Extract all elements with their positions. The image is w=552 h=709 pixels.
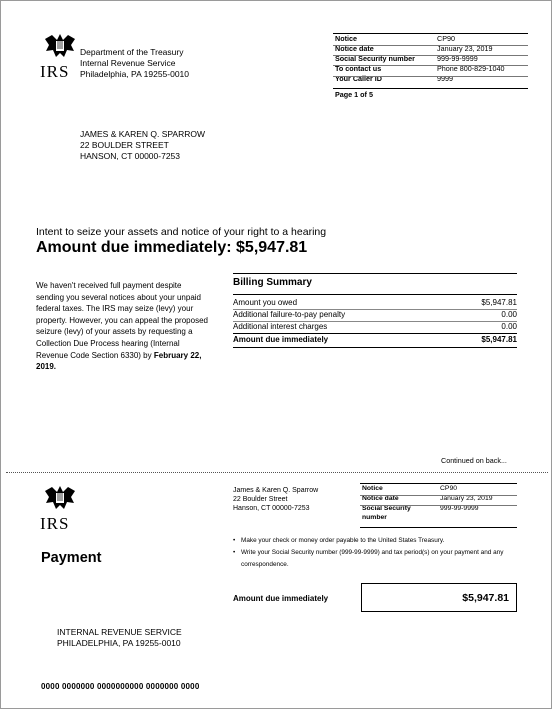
notice-row [360,504,495,522]
agency-line: Internal Revenue Service [80,58,176,68]
notice-value: January 23, 2019 [437,44,493,53]
irs-logo [40,33,82,80]
tear-line [6,472,548,473]
notice-label: To contact us [335,64,382,73]
divider [333,76,528,77]
payer-line: 22 Boulder Street [233,496,288,503]
billing-row [233,309,517,321]
amount-due-heading: Amount due immediately: $5,947.81 [36,239,308,256]
divider [333,65,528,66]
billing-total-row [233,334,517,346]
page-number: Page 1 of 5 [335,90,373,99]
notice-label: Notice date [362,495,399,502]
notice-row [360,484,495,494]
notice-label: Notice [362,485,383,492]
divider [333,55,528,56]
billing-row-value: 0.00 [501,322,517,331]
mailing-line: INTERNAL REVENUE SERVICE [57,627,182,637]
logo-wordmark: IRS [40,62,70,81]
billing-row [233,297,517,309]
divider [233,294,517,295]
billing-summary-title: Billing Summary [233,277,312,288]
notice-label: Your Caller ID [335,74,382,83]
eagle-emblem-icon [43,485,77,511]
agency-line: Philadelphia, PA 19255-0010 [80,69,190,79]
collection-paragraph [36,280,211,373]
notice-subtitle: Intent to seize your assets and notice of your right to a hearing [36,226,327,238]
instruction-text: Write your Social Security number (999-99-9999) and tax period(s) on your payment and any correspondence. [241,549,504,568]
stub-amount-label: Amount due immediately [233,594,329,603]
stub-notice-table [360,484,495,522]
irs-logo [40,485,82,532]
agency-line: Department of the Treasury [80,47,184,57]
instruction-item [233,535,523,547]
divider [360,527,517,528]
payment-instructions [233,535,523,571]
recipient-line: 22 BOULDER STREET [80,140,169,150]
billing-row-value: $5,947.81 [481,298,517,307]
continued-note: Continued on back... [441,456,507,465]
instruction-item [233,547,523,571]
recipient-address [80,129,205,162]
notice-value: 9999 [437,74,453,83]
billing-row [233,321,517,333]
eagle-emblem-icon [43,33,77,59]
divider [333,88,528,89]
billing-row-label: Additional failure-to-pay penalty [233,310,346,319]
notice-value: 999-99-9999 [437,54,478,63]
billing-row-value: $5,947.81 [481,335,517,344]
recipient-line: JAMES & KAREN Q. SPARROW [80,129,206,139]
agency-address [80,47,189,80]
notice-value: 999-99-9999 [440,505,479,512]
bullet-icon: • [233,549,236,556]
notice-label: Notice [335,34,357,43]
notice-value: January 23, 2019 [440,495,493,502]
mailing-address [57,627,182,649]
notice-label: Social Security number [362,505,411,521]
mailing-line: PHILADELPHIA, PA 19255-0010 [57,638,181,648]
payer-line: James & Karen Q. Sparrow [233,487,319,494]
notice-value: CP90 [440,485,458,492]
payer-line: Hanson, CT 00000-7253 [233,505,310,512]
divider [233,347,517,348]
amount-enclosed-box [361,583,517,612]
bullet-icon: • [233,537,236,544]
stub-amount-value: $5,947.81 [462,592,509,604]
logo-wordmark: IRS [40,514,70,533]
divider [233,273,517,274]
billing-row-label: Amount due immediately [233,335,329,344]
payer-address [233,486,318,513]
divider [360,495,517,496]
billing-row-value: 0.00 [501,310,517,319]
divider [360,505,517,506]
notice-value: CP90 [437,34,455,43]
hearing-deadline: February 22, 2019. [36,350,202,372]
divider [333,45,528,46]
paragraph-text: We haven't received full payment despite sending you several notices about your unpaid federal taxes. The IRS may seize (levy) your property. However, you can appeal the proposed seizure (levy) of your assets by requesting a Collection Due Process hearing (Internal Revenue Code Section 6330) by [36,281,208,360]
instruction-text: Make your check or money order payable to the United States Treasury. [241,537,445,544]
scan-line: 0000 0000000 0000000000 0000000 0000 [41,682,200,691]
recipient-line: HANSON, CT 00000-7253 [80,151,181,161]
billing-row-label: Additional interest charges [233,322,328,331]
payment-title: Payment [41,550,102,566]
notice-row [333,34,507,44]
billing-row-label: Amount you owed [233,298,298,307]
notice-label: Notice date [335,44,374,53]
notice-label: Social Security number [335,54,415,63]
notice-value: Phone 800-829-1040 [437,64,505,73]
